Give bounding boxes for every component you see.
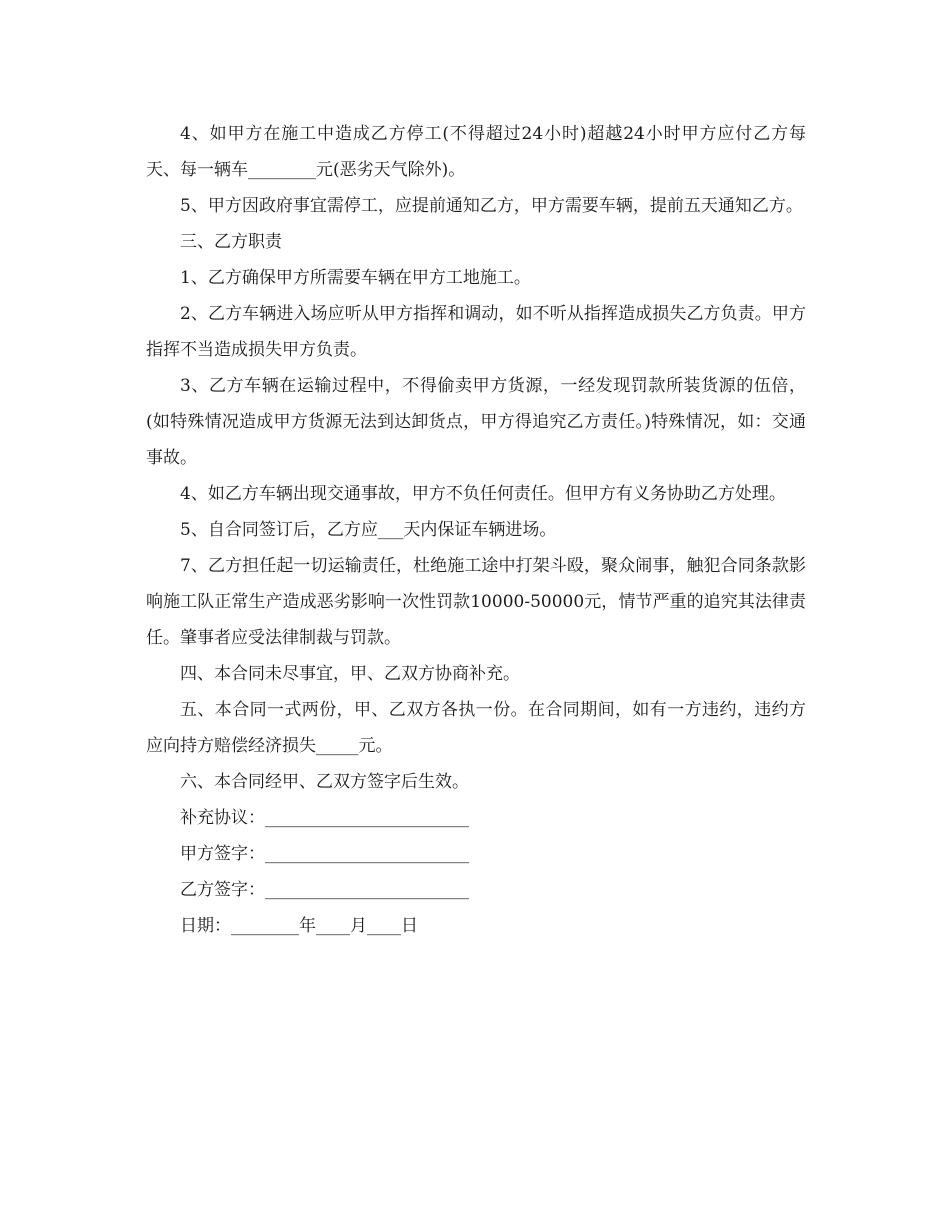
party-a-signature-line: 甲方签字：________________________ — [180, 844, 469, 864]
section-six-effective: 六、本合同经甲、乙双方签字后生效。 — [180, 772, 469, 792]
clause-5-government-stoppage: 5、甲方因政府事宜需停工，应提前通知乙方，甲方需要车辆，提前五天通知乙方。 — [180, 196, 803, 216]
section-heading-party-b-duties: 三、乙方职责 — [180, 232, 282, 252]
clause-b2-command-obedience: 2、乙方车辆进入场应听从甲方指挥和调动，如不听从指挥造成损失乙方负责。甲方指挥不当造成损失甲方负责。 — [146, 304, 806, 360]
clause-b3-cargo-theft-penalty: 3、乙方车辆在运输过程中，不得偷卖甲方货源，一经发现罚款所装货源的伍倍，(如特殊情况造成甲方货源无法到达卸货点，甲方得追究乙方责任。)特殊情况，如：交通事故。 — [146, 376, 806, 468]
section-four-supplement: 四、本合同未尽事宜，甲、乙双方协商补充。 — [180, 664, 520, 684]
clause-b1-vehicle-guarantee: 1、乙方确保甲方所需要车辆在甲方工地施工。 — [180, 268, 531, 288]
supplement-agreement-line: 补充协议：________________________ — [180, 808, 469, 828]
date-line: 日期：________年____月____日 — [180, 916, 418, 936]
clause-b4-traffic-accident: 4、如乙方车辆出现交通事故，甲方不负任何责任。但甲方有义务协助乙方处理。 — [180, 484, 786, 504]
clause-b7-transport-responsibility: 7、乙方担任起一切运输责任，杜绝施工途中打架斗殴，聚众闹事，触犯合同条款影响施工队正常生产造成恶劣影响一次性罚款10000-50000元，情节严重的追究其法律责任。肇事者应受法律制裁与罚款。 — [146, 556, 806, 648]
section-five-copies-breach: 五、本合同一式两份，甲、乙双方各执一份。在合同期间，如有一方违约，违约方应向持方赔偿经济损失_____元。 — [146, 700, 806, 756]
party-b-signature-line: 乙方签字：________________________ — [180, 880, 469, 900]
contract-body — [146, 116, 806, 944]
clause-4-stoppage-compensation: 4、如甲方在施工中造成乙方停工(不得超过24小时)超越24小时甲方应付乙方每天、每一辆车________元(恶劣天气除外)。 — [146, 124, 806, 180]
clause-b5-vehicle-entry-deadline: 5、自合同签订后，乙方应___天内保证车辆进场。 — [180, 520, 557, 540]
